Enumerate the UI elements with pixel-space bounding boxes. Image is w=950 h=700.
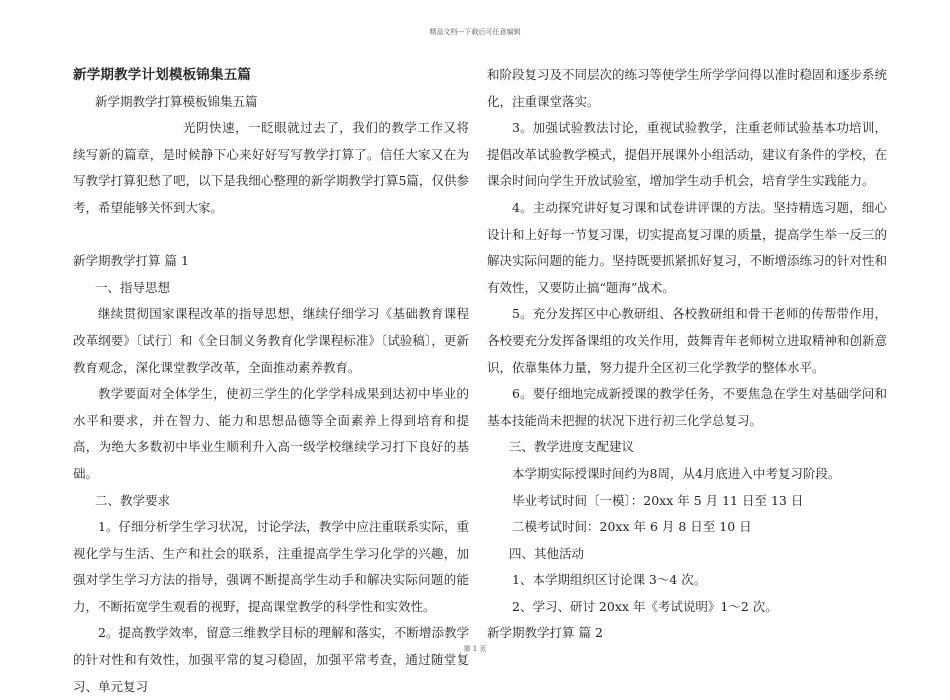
document-title: 新学期教学计划模板锦集五篇	[73, 67, 252, 83]
document-subtitle: 新学期教学打算模板锦集五篇	[95, 93, 258, 109]
paragraph: 3。加强试验教法讨论，重视试验教学，注重老师试验基本功培训，提倡改革试验教学模式，提倡开展课外小组活动，建议有条件的学校，在课余时间向学生开放试验室，增加学生动手机会，培育学生实践能力。	[487, 120, 888, 189]
paragraph: 毕业考试时间〔一模〕：20xx 年 5 月 11 日至 13 日	[512, 492, 804, 508]
right-column	[487, 62, 887, 647]
spacer	[73, 222, 469, 249]
section-title-1: 新学期教学打算 篇 1	[73, 253, 189, 269]
header-note: 精品文档---下载后可任意编辑	[429, 28, 521, 36]
list-item: 2、学习、研讨 20xx 年《考试说明》1～2 次。	[512, 598, 778, 614]
paragraph: 教学要面对全体学生，使初三学生的化学学科成果到达初中毕业的水平和要求，并在智力、能力和思想品德等全面素养上得到培育和提高，为绝大多数初中毕业生顺利升入高一级学校继续学习打下良好的基础。	[73, 386, 469, 481]
paragraph: 6。要仔细地完成新授课的教学任务，不要焦急在学生对基础学问和基本技能尚未把握的状况下进行初三化学总复习。	[487, 386, 887, 428]
paragraph: 2。提高教学效率，留意三维教学目标的理解和落实，不断增添教学的针对性和有效性，加强平常的复习稳固，加强平常考查，通过随堂复习、单元复习	[73, 625, 469, 694]
heading-teaching-requirements: 二、教学要求	[95, 492, 171, 508]
intro-paragraph: 光阴快速，一眨眼就过去了，我们的教学工作又将续写新的篇章，是时候静下心来好好写写教学打算了。信任大家又在为写教学打算犯愁了吧，以下是我细心整理的新学期教学打算5篇，仅供参考，希望能够关怀到大家。	[73, 120, 469, 215]
heading-other-activities: 四、其他活动	[509, 545, 585, 561]
paragraph: 5。充分发挥区中心教研组、各校教研组和骨干老师的传帮带作用，各校要充分发挥备课组的攻关作用，鼓舞青年老师树立进取精神和创新意识，依靠集体力量，努力提升全区初三化学教学的整体水平。	[487, 306, 888, 375]
heading-schedule: 三、教学进度支配建议	[509, 439, 635, 455]
heading-guiding-ideas: 一、指导思想	[95, 279, 171, 295]
page-number: 第 1 页	[463, 645, 487, 653]
left-column	[73, 62, 469, 700]
paragraph: 和阶段复习及不同层次的练习等使学生所学学问得以准时稳固和逐步系统化，注重课堂落实。	[487, 67, 888, 109]
list-item: 1、本学期组织区讨论课 3～4 次。	[512, 572, 707, 588]
section-title-2: 新学期教学打算 篇 2	[487, 625, 603, 641]
paragraph: 4。主动探究讲好复习课和试卷讲评课的方法。坚持精选习题，细心设计和上好每一节复习课，切实提高复习课的质量，提高学生举一反三的解决实际问题的能力。坚持既要抓紧抓好复习，不断增添练习的针对性和有效性，又要防止搞“题海”战术。	[487, 199, 888, 295]
paragraph: 继续贯彻国家课程改革的指导思想，继续仔细学习《基础教育课程改革纲要》〔试行〕和《全日制义务教育化学课程标准》〔试验稿〕，更新教育观念，深化课堂教学改革，全面推动素养教育。	[73, 306, 469, 375]
paragraph: 1。仔细分析学生学习状况，讨论学法，教学中应注重联系实际，重视化学与生活、生产和社会的联系，注重提高学生学习化学的兴趣，加强对学生学习方法的指导，强调不断提高学生动手和解决实际问题的能力，不断拓宽学生观看的视野，提高课堂教学的科学性和实效性。	[73, 519, 469, 614]
paragraph: 二模考试时间：20xx 年 6 月 8 日至 10 日	[512, 519, 752, 535]
paragraph: 本学期实际授课时间约为8周，从4月底进入中考复习阶段。	[512, 465, 841, 481]
